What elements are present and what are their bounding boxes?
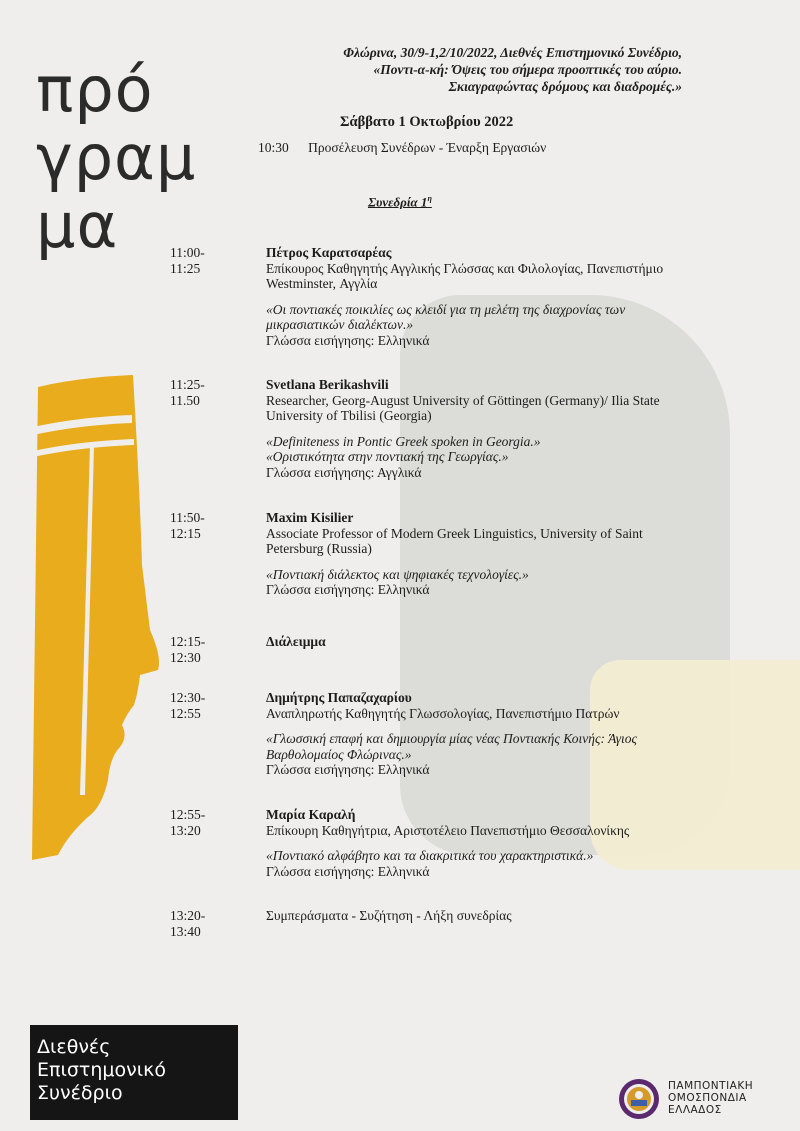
session-label-sup: η — [427, 194, 432, 203]
header-line-3: Σκιαγραφώντας δρόμους και διαδρομές.» — [448, 79, 682, 94]
session-label: Συνεδρία 1 — [368, 194, 428, 210]
entry-time: 11:50-12:15 — [170, 510, 205, 541]
talk-language: Γλώσσα εισήγησης: Ελληνικά — [266, 863, 430, 879]
talk-title: «Definiteness in Pontic Greek spoken in Georgia.» — [266, 433, 541, 449]
header-line-1: Φλώρινα, 30/9-1,2/10/2022, Διεθνές Επιστημονικό Συνέδριο, — [343, 45, 682, 60]
entry-time: 12:30-12:55 — [170, 690, 206, 721]
federation-logo-icon — [618, 1078, 660, 1120]
face-profile-illustration — [30, 375, 165, 860]
talk-language: Γλώσσα εισήγησης: Ελληνικά — [266, 582, 430, 597]
badge-line-2: Επιστημονικό — [37, 1059, 166, 1081]
opening-row — [258, 140, 546, 156]
talk-title: «Ποντιακό αλφάβητο και τα διακριτικά του χαρακτηριστικά.» — [266, 848, 594, 863]
program-title-line-2: γραμ — [36, 121, 197, 194]
speaker-affiliation: Αναπληρωτής Καθηγητής Γλωσσολογίας, Πανεπιστήμιο Πατρών — [266, 705, 620, 721]
speaker-affiliation: Επίκουρη Καθηγήτρια, Αριστοτέλειο Πανεπιστήμιο Θεσσαλονίκης — [266, 822, 630, 838]
program-title — [36, 53, 197, 262]
talk-language: Γλώσσα εισήγησης: Ελληνικά — [266, 332, 430, 348]
program-title-line-3: μα — [36, 189, 119, 262]
talk-title: «Ποντιακή διάλεκτος και ψηφιακές τεχνολογίες.» — [266, 566, 529, 582]
entry-time: 11:00-11:25 — [170, 245, 205, 276]
speaker-name: Μαρία Καραλή — [266, 807, 356, 822]
closing-time: 13:20-13:40 — [170, 908, 206, 939]
badge-line-3: Συνέδριο — [37, 1082, 123, 1104]
program-title-line-1: πρό — [36, 53, 154, 126]
talk-language: Γλώσσα εισήγησης: Αγγλικά — [266, 464, 422, 480]
entry-content — [266, 807, 666, 879]
header-line-2: «Ποντι-α-κή: Όψεις του σήμερα προοπτικές του αύριο. — [373, 62, 682, 77]
badge-line-1: Διεθνές — [37, 1036, 111, 1058]
talk-title: «Οι ποντιακές ποικιλίες ως κλειδί για τη μελέτη της διαχρονίας των μικρασιατικών διαλέκτων.» — [266, 301, 626, 332]
entry-content — [266, 245, 666, 348]
organization-line-3: ΕΛΛΑΔΟΣ — [668, 1104, 722, 1116]
organization-line-2: ΟΜΟΣΠΟΝΔΙΑ — [668, 1092, 747, 1104]
opening-text: Προσέλευση Συνέδρων - Έναρξη Εργασιών — [308, 140, 547, 155]
talk-language: Γλώσσα εισήγησης: Ελληνικά — [266, 762, 430, 777]
organization-line-1: ΠΑΜΠΟΝΤΙΑΚΗ — [668, 1080, 754, 1092]
entry-content — [266, 510, 666, 598]
conference-header — [343, 44, 682, 95]
opening-time: 10:30 — [258, 140, 289, 155]
speaker-name: Πέτρος Καρατσαρέας — [266, 245, 392, 260]
talk-title-greek: «Οριστικότητα στην ποντιακή της Γεωργίας.» — [266, 449, 509, 464]
speaker-name: Δημήτρης Παπαζαχαρίου — [266, 690, 412, 705]
entry-content — [266, 690, 666, 778]
speaker-affiliation: Associate Professor of Modern Greek Linguistics, University of Saint Petersburg (Russia) — [266, 525, 643, 556]
entry-time: 11:25-11.50 — [170, 377, 205, 408]
closing-text: Συμπεράσματα - Συζήτηση - Λήξη συνεδρίας — [266, 908, 512, 923]
break-time: 12:15-12:30 — [170, 634, 206, 665]
talk-title: «Γλωσσική επαφή και δημιουργία μίας νέας Ποντιακής Κοινής: Άγιος Βαρθολομαίος Φλώρινας.» — [266, 731, 638, 762]
organization-name — [668, 1080, 753, 1116]
program-date: Σάββατο 1 Οκτωβρίου 2022 — [340, 114, 514, 130]
break-text: Διάλειμμα — [266, 634, 326, 649]
entry-content — [266, 377, 666, 480]
conference-badge — [30, 1025, 238, 1120]
speaker-affiliation: Researcher, Georg-August University of Göttingen (Germany)/ Ilia State University of Tbilisi (Georgia) — [266, 392, 660, 423]
speaker-name: Svetlana Berikashvili — [266, 377, 389, 392]
session-title — [368, 194, 432, 210]
speaker-name: Maxim Kisilier — [266, 510, 354, 525]
speaker-affiliation: Επίκουρος Καθηγητής Αγγλικής Γλώσσας και Φιλολογίας, Πανεπιστήμιο Westminster, Αγγλία — [266, 260, 664, 291]
entry-time: 12:55-13:20 — [170, 807, 206, 838]
